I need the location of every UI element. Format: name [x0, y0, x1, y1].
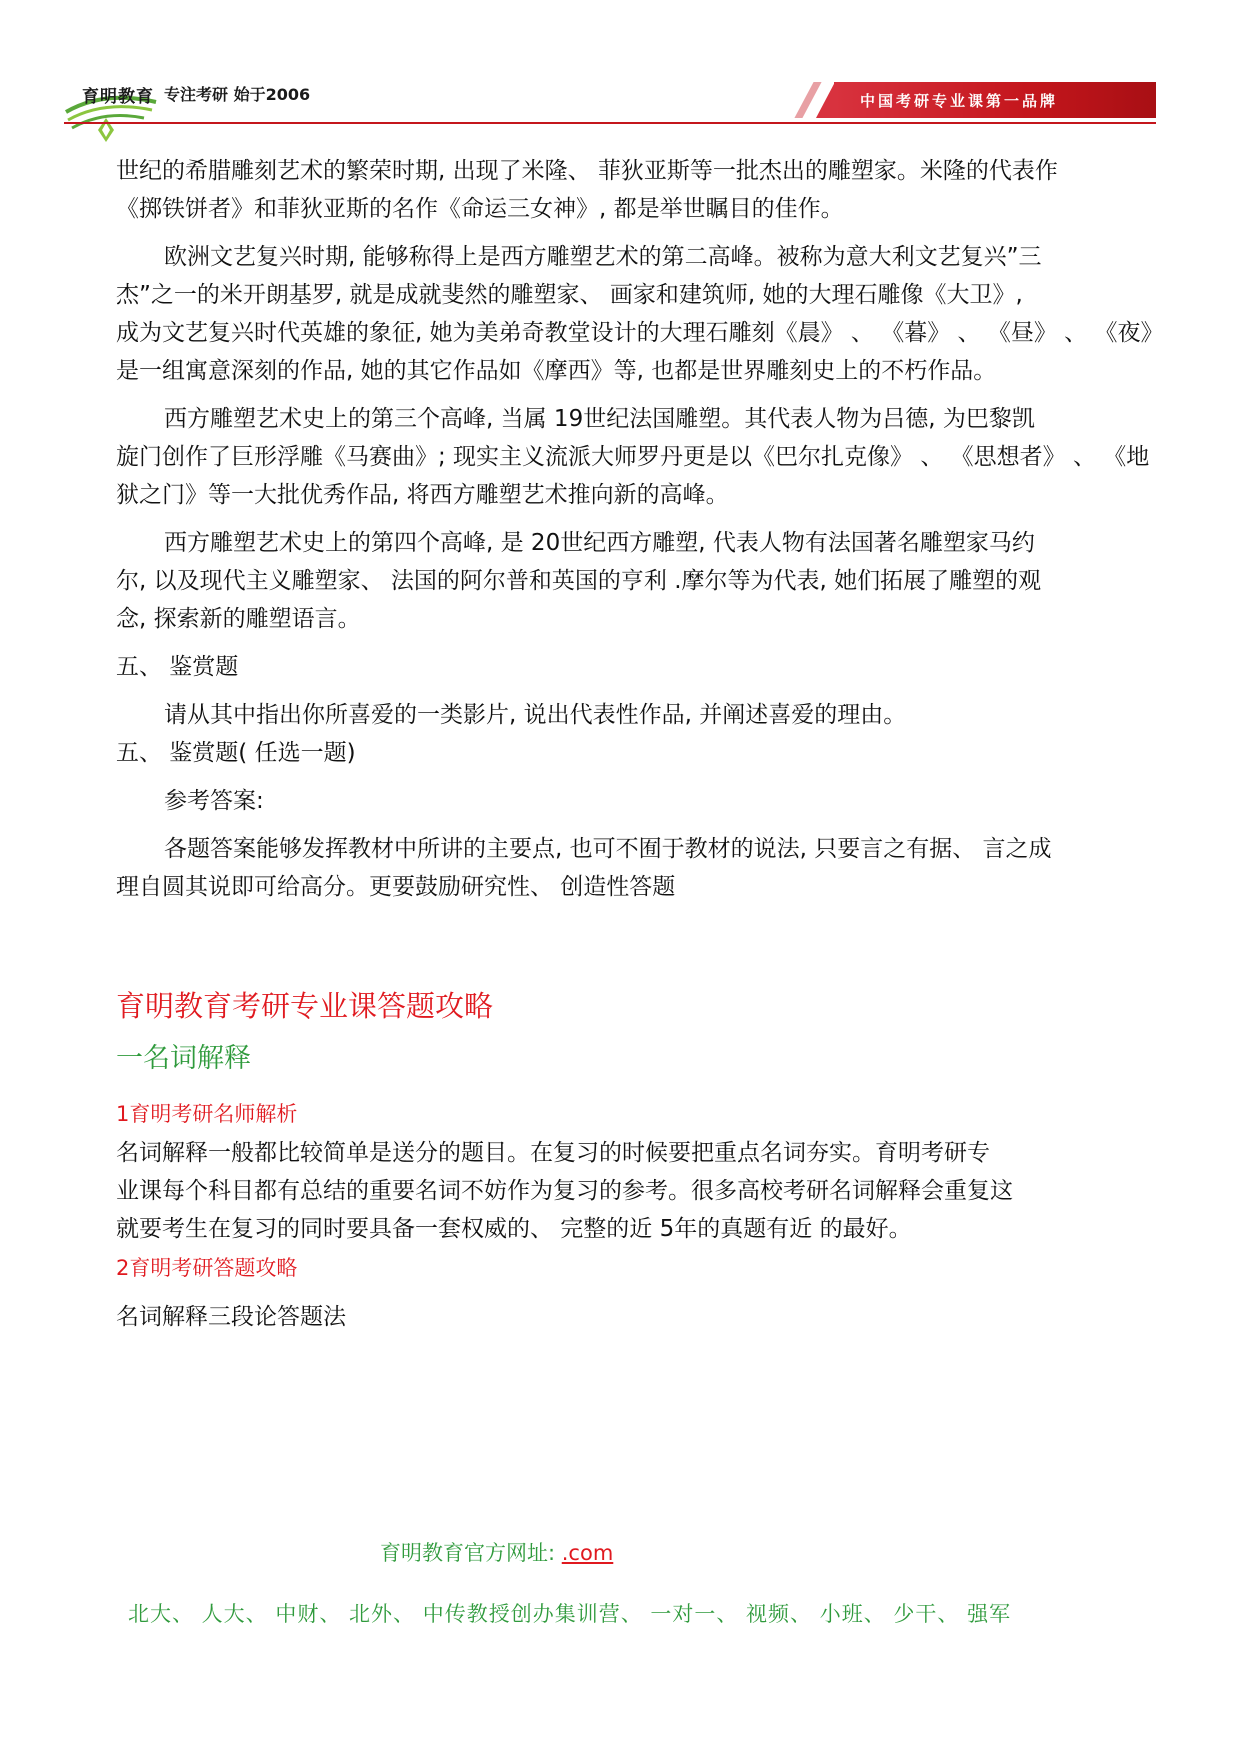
- banner-text: 中国考研专业课第一品牌: [860, 92, 1059, 110]
- section-heading: 五、 鉴赏题: [116, 654, 239, 680]
- logo-text: 育明教育: [82, 87, 154, 107]
- header-rule: [64, 122, 1156, 124]
- paragraph-line: 狱之门》等一大批优秀作品, 将西方雕塑艺术推向新的高峰。: [116, 482, 729, 508]
- answer-label: 参考答案:: [164, 788, 264, 814]
- paragraph-line: 名词解释三段论答题法: [116, 1304, 346, 1330]
- guide-section-heading: 一名词解释: [116, 1043, 251, 1074]
- guide-subheading: 2育明考研答题攻略: [116, 1256, 298, 1280]
- page-header: [64, 70, 1156, 150]
- guide-subheading: 1育明考研名师解析: [116, 1102, 298, 1126]
- paragraph-line: 请从其中指出你所喜爱的一类影片, 说出代表性作品, 并阐述喜爱的理由。: [164, 702, 907, 728]
- footer-url-link[interactable]: .com: [561, 1541, 614, 1565]
- paragraph-line: 理自圆其说即可给高分。更要鼓励研究性、 创造性答题: [116, 874, 676, 900]
- paragraph-line: 西方雕塑艺术史上的第四个高峰, 是 20世纪西方雕塑, 代表人物有法国著名雕塑家马约: [164, 530, 1035, 556]
- paragraph-line: 欧洲文艺复兴时期, 能够称得上是西方雕塑艺术的第二高峰。被称为意大利文艺复兴”三: [164, 244, 1042, 270]
- paragraph-line: 旋门创作了巨形浮雕《马赛曲》; 现实主义流派大师罗丹更是以《巴尔扎克像》 、 《思想者》 、 《地: [116, 444, 1150, 470]
- paragraph-line: 杰”之一的米开朗基罗, 就是成就斐然的雕塑家、 画家和建筑师, 她的大理石雕像《大卫》,: [116, 282, 1023, 308]
- header-slogan: 专注考研 始于2006: [164, 85, 311, 104]
- paragraph-line: 各题答案能够发挥教材中所讲的主要点, 也可不囿于教材的说法, 只要言之有据、 言之成: [164, 836, 1052, 862]
- paragraph-line: 名词解释一般都比较简单是送分的题目。在复习的时候要把重点名词夯实。育明考研专: [116, 1140, 990, 1166]
- paragraph-line: 是一组寓意深刻的作品, 她的其它作品如《摩西》等, 也都是世界雕刻史上的不朽作品。: [116, 358, 997, 384]
- banner-edge: [816, 82, 835, 118]
- section-heading: 五、 鉴赏题( 任选一题): [116, 740, 356, 766]
- footer-url-label: 育明教育官方网址:: [380, 1541, 562, 1565]
- paragraph-line: 成为文艺复兴时代英雄的象征, 她为美弟奇教堂设计的大理石雕刻《晨》 、 《暮》 、 《昼》 、 《夜》: [116, 320, 1164, 346]
- paragraph-line: 业课每个科目都有总结的重要名词不妨作为复习的参考。很多高校考研名词解释会重复这: [116, 1178, 1013, 1204]
- paragraph-line: 世纪的希腊雕刻艺术的繁荣时期, 出现了米隆、 菲狄亚斯等一批杰出的雕塑家。米隆的代表作: [116, 158, 1058, 184]
- paragraph-line: 念, 探索新的雕塑语言。: [116, 606, 361, 632]
- document-body: [116, 152, 1206, 1336]
- paragraph-line: 就要考生在复习的同时要具备一套权威的、 完整的近 5年的真题有近 的最好。: [116, 1216, 912, 1242]
- paragraph-line: 尔, 以及现代主义雕塑家、 法国的阿尔普和英国的亨利 .摩尔等为代表, 她们拓展了雕塑的观: [116, 568, 1042, 594]
- paragraph-line: 西方雕塑艺术史上的第三个高峰, 当属 19世纪法国雕塑。其代表人物为吕德, 为巴黎凯: [164, 406, 1035, 432]
- footer-url: [380, 1537, 613, 1567]
- guide-title: 育明教育考研专业课答题攻略: [116, 989, 494, 1023]
- paragraph-line: 《掷铁饼者》和菲狄亚斯的名作《命运三女神》, 都是举世瞩目的佳作。: [116, 196, 844, 222]
- footer-services: 北大、 人大、 中财、 北外、 中传教授创办集训营、 一对一、 视频、 小班、 少干、 强军: [128, 1602, 1012, 1626]
